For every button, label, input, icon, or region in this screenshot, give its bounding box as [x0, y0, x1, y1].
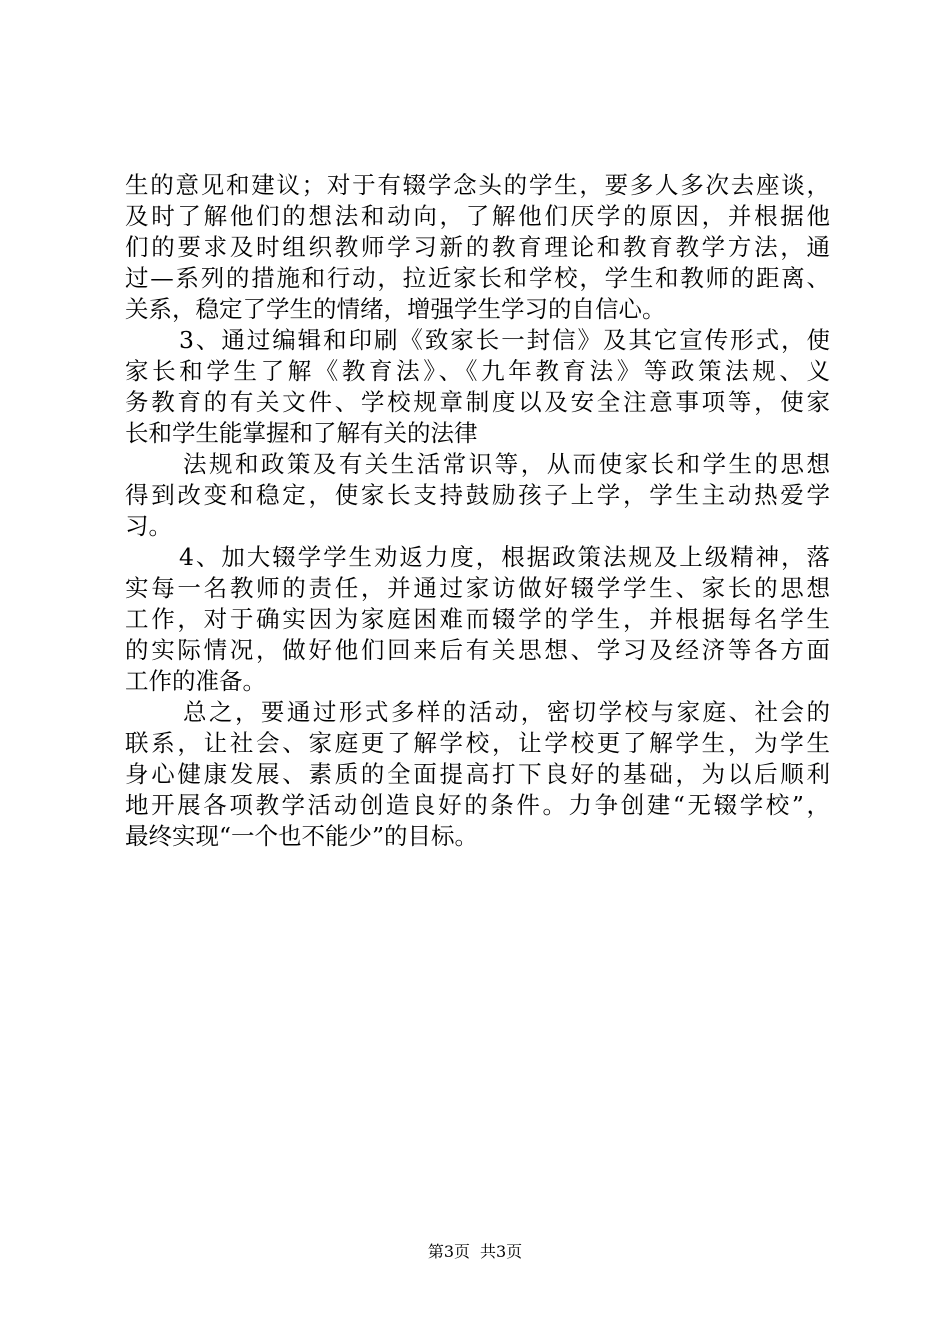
paragraph-2 — [125, 325, 830, 449]
text-line: 们的要求及时组织教师学习新的教育理论和教育教学方法，通 — [125, 233, 830, 261]
text-line: 得到改变和稳定，使家长支持鼓励孩子上学，学生主动热爱学 — [125, 481, 830, 509]
page-footer — [0, 1242, 950, 1262]
text-line: 实每一名教师的责任，并通过家访做好辍学学生、家长的思想 — [125, 574, 830, 602]
text-line: 及时了解他们的想法和动向，了解他们厌学的原因，并根据他 — [125, 202, 830, 230]
text-line: 联系，让社会、家庭更了解学校，让学校更了解学生，为学生 — [125, 729, 830, 757]
text-line: 身心健康发展、素质的全面提高打下良好的基础，为以后顺利 — [125, 760, 830, 788]
paragraph-5 — [125, 697, 830, 852]
text-line: 地开展各项教学活动创造良好的条件。力争创建“无辍学校”， — [125, 791, 830, 819]
text-line: 法规和政策及有关生活常识等，从而使家长和学生的思想 — [183, 450, 830, 478]
text-line: 工作的准备。 — [125, 667, 266, 695]
text-line: 长和学生能掌握和了解有关的法律 — [125, 419, 478, 447]
text-line: 关系，稳定了学生的情绪，增强学生学习的自信心。 — [125, 295, 666, 323]
text-line: 的实际情况，做好他们回来后有关思想、学习及经济等各方面 — [125, 636, 830, 664]
text-line: 习。 — [125, 512, 172, 540]
text-line: 4、加大辍学学生劝返力度，根据政策法规及上级精神，落 — [179, 543, 830, 571]
text-line: 生的意见和建议；对于有辍学念头的学生，要多人多次去座谈， — [125, 171, 830, 199]
text-line: 务教育的有关文件、学校规章制度以及安全注意事项等，使家 — [125, 388, 830, 416]
page-total: 共3页 — [480, 1242, 523, 1261]
text-line: 工作，对于确实因为家庭困难而辍学的学生，并根据每名学生 — [125, 605, 830, 633]
text-line: 最终实现“一个也不能少”的目标。 — [125, 822, 479, 850]
paragraph-4 — [125, 542, 830, 697]
text-line: 家长和学生了解《教育法》、《九年教育法》等政策法规、义 — [125, 357, 830, 385]
text-line: 过—系列的措施和行动，拉近家长和学校，学生和教师的距离、 — [125, 264, 830, 292]
document-body — [125, 170, 830, 852]
paragraph-1 — [125, 170, 830, 325]
page-number: 第3页 — [427, 1242, 470, 1261]
text-line: 总之，要通过形式多样的活动，密切学校与家庭、社会的 — [183, 698, 830, 726]
text-line: 3、通过编辑和印刷《致家长一封信》及其它宣传形式，使 — [179, 326, 830, 354]
paragraph-3 — [125, 449, 830, 542]
